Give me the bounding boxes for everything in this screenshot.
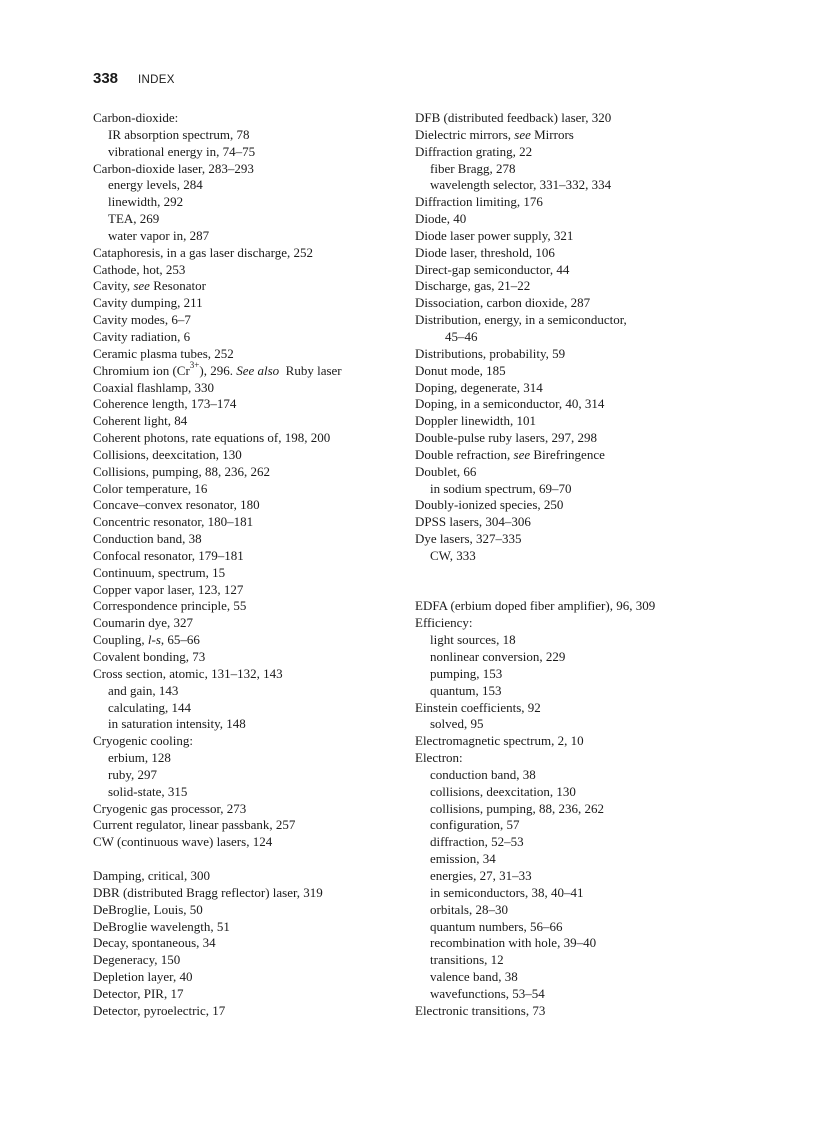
see-also-reference: See also — [236, 362, 280, 378]
entry-text: Dielectric mirrors, — [415, 126, 515, 142]
entry-text: ), 296. — [199, 362, 237, 378]
index-subentry: recombination with hole, 39–40 — [430, 935, 597, 951]
index-entry: EDFA (erbium doped fiber amplifier), 96, 309 — [415, 598, 656, 614]
index-subentry: solid-state, 315 — [108, 783, 188, 799]
index-entry: Doppler linewidth, 101 — [415, 413, 536, 429]
index-entry: Dye lasers, 327–335 — [415, 531, 522, 547]
index-subentry: vibrational energy in, 74–75 — [108, 143, 256, 159]
index-subentry: CW, 333 — [430, 547, 476, 563]
index-subentry: IR absorption spectrum, 78 — [108, 126, 250, 142]
index-entry: Cathode, hot, 253 — [93, 261, 186, 277]
index-entry: Doping, in a semiconductor, 40, 314 — [415, 396, 605, 412]
index-subentry: energy levels, 284 — [108, 177, 203, 193]
index-entry — [93, 632, 403, 649]
index-subentry: and gain, 143 — [108, 682, 179, 698]
index-subentry: in saturation intensity, 148 — [108, 716, 246, 732]
index-entry: Dissociation, carbon dioxide, 287 — [415, 295, 591, 311]
index-entry: Coherent light, 84 — [93, 413, 188, 429]
page-header — [93, 70, 175, 94]
index-entry: Cataphoresis, in a gas laser discharge, 252 — [93, 244, 313, 260]
index-entry: Electronic transitions, 73 — [415, 1002, 546, 1018]
index-entry: Einstein coefficients, 92 — [415, 699, 541, 715]
entry-text: Mirrors — [530, 126, 574, 142]
index-subentry: collisions, deexcitation, 130 — [430, 783, 576, 799]
index-column-left — [93, 110, 403, 1020]
index-subentry: linewidth, 292 — [108, 194, 184, 210]
index-entry: Direct-gap semiconductor, 44 — [415, 261, 570, 277]
index-subentry: wavelength selector, 331–332, 334 — [430, 177, 612, 193]
index-entry: Diode, 40 — [415, 211, 467, 227]
entry-text: , 65–66 — [160, 632, 200, 648]
entry-text: Resonator — [149, 278, 206, 294]
index-entry: Discharge, gas, 21–22 — [415, 278, 531, 294]
index-entry: Ceramic plasma tubes, 252 — [93, 345, 234, 361]
index-entry: Collisions, deexcitation, 130 — [93, 446, 242, 462]
index-entry: Collisions, pumping, 88, 236, 262 — [93, 463, 270, 479]
index-subentry: pumping, 153 — [430, 665, 503, 681]
index-entry: Depletion layer, 40 — [93, 969, 193, 985]
index-entry: Diffraction limiting, 176 — [415, 194, 543, 210]
index-entry: Coaxial flashlamp, 330 — [93, 379, 214, 395]
index-subentry: water vapor in, 287 — [108, 227, 210, 243]
index-subentry: TEA, 269 — [108, 211, 160, 227]
page-number: 338 — [93, 70, 119, 87]
index-entry: Covalent bonding, 73 — [93, 649, 206, 664]
index-entry: DBR (distributed Bragg reflector) laser, 319 — [93, 884, 323, 900]
index-subentry: calculating, 144 — [108, 699, 192, 715]
index-entry: Diffraction grating, 22 — [415, 143, 533, 159]
index-entry: DFB (distributed feedback) laser, 320 — [415, 110, 612, 125]
index-entry: Detector, pyroelectric, 17 — [93, 1002, 226, 1018]
index-entry: Coumarin dye, 327 — [93, 615, 194, 631]
index-subentry: in semiconductors, 38, 40–41 — [430, 884, 584, 900]
index-entry: Copper vapor laser, 123, 127 — [93, 581, 244, 597]
index-entry: DeBroglie wavelength, 51 — [93, 918, 230, 934]
index-entry: DeBroglie, Louis, 50 — [93, 901, 203, 917]
entry-text: Chromium ion (Cr — [93, 362, 190, 378]
index-entry: Carbon-dioxide laser, 283–293 — [93, 160, 254, 176]
index-entry: Diode laser, threshold, 106 — [415, 244, 555, 260]
index-subentry: wavefunctions, 53–54 — [430, 985, 545, 1001]
index-subentry: quantum, 153 — [430, 682, 502, 698]
index-subentry: diffraction, 52–53 — [430, 834, 524, 850]
index-subentry: fiber Bragg, 278 — [430, 160, 516, 176]
entry-text: Cavity, — [93, 278, 134, 294]
index-entry-continuation: 45–46 — [445, 328, 478, 344]
index-entry: Current regulator, linear passbank, 257 — [93, 817, 296, 833]
index-entry: Cavity modes, 6–7 — [93, 312, 191, 328]
index-subentry: quantum numbers, 56–66 — [430, 918, 563, 934]
index-subentry: energies, 27, 31–33 — [430, 867, 532, 883]
index-entry: Cavity radiation, 6 — [93, 328, 191, 344]
index-subentry: transitions, 12 — [430, 952, 504, 968]
index-entry: Cavity dumping, 211 — [93, 295, 203, 311]
index-subentry: erbium, 128 — [108, 750, 171, 766]
index-subentry: solved, 95 — [430, 716, 484, 732]
superscript: 3+ — [189, 360, 200, 371]
index-entry: Donut mode, 185 — [415, 362, 506, 378]
index-entry — [93, 360, 403, 380]
index-entry: DPSS lasers, 304–306 — [415, 514, 531, 530]
index-subentry: orbitals, 28–30 — [430, 901, 508, 917]
index-entry: Distribution, energy, in a semiconductor, — [415, 312, 627, 328]
index-entry: Concentric resonator, 180–181 — [93, 514, 254, 530]
index-entry: Cross section, atomic, 131–132, 143 — [93, 665, 283, 681]
index-entry: Cryogenic cooling: — [93, 733, 194, 749]
index-entry: Decay, spontaneous, 34 — [93, 935, 216, 951]
index-entry: Electron: — [415, 750, 463, 766]
index-entry: Concave–convex resonator, 180 — [93, 497, 260, 513]
letter-gap — [93, 851, 403, 868]
see-reference: see — [514, 126, 531, 142]
entry-text: Birefringence — [530, 446, 605, 462]
see-reference: see — [133, 278, 150, 294]
running-head: INDEX — [138, 74, 175, 86]
index-entry: Distributions, probability, 59 — [415, 345, 566, 361]
see-reference: see — [513, 446, 531, 462]
letter-gap — [415, 565, 735, 599]
entry-italic: l-s — [147, 632, 161, 648]
index-entry: Double-pulse ruby lasers, 297, 298 — [415, 430, 597, 446]
index-entry: Coherence length, 173–174 — [93, 396, 237, 412]
index-subentry: collisions, pumping, 88, 236, 262 — [430, 800, 605, 816]
index-entry: Doubly-ionized species, 250 — [415, 497, 564, 513]
index-subentry: configuration, 57 — [430, 817, 520, 833]
entry-text: Double refraction, — [415, 446, 514, 462]
index-entry: Diode laser power supply, 321 — [415, 227, 574, 243]
index-entry: Confocal resonator, 179–181 — [93, 547, 244, 563]
index-entry: Correspondence principle, 55 — [93, 598, 247, 614]
index-entry: Coherent photons, rate equations of, 198, 200 — [93, 430, 331, 446]
entry-text: Coupling, — [93, 632, 148, 648]
index-subentry: light sources, 18 — [430, 632, 516, 648]
index-entry: Degeneracy, 150 — [93, 952, 181, 968]
index-entry: Electromagnetic spectrum, 2, 10 — [415, 733, 584, 749]
index-subentry: conduction band, 38 — [430, 766, 536, 782]
entry-text: Ruby laser — [279, 362, 342, 378]
index-entry: Conduction band, 38 — [93, 531, 202, 547]
index-entry: Damping, critical, 300 — [93, 867, 210, 883]
index-entry: Doublet, 66 — [415, 463, 477, 479]
index-entry: CW (continuous wave) lasers, 124 — [93, 834, 273, 850]
index-subentry: emission, 34 — [430, 851, 496, 867]
index-entry: Cryogenic gas processor, 273 — [93, 800, 247, 816]
index-column-right — [415, 110, 735, 1020]
index-subentry: in sodium spectrum, 69–70 — [430, 480, 572, 496]
index-entry: Doping, degenerate, 314 — [415, 379, 543, 395]
index-entry — [93, 278, 403, 295]
index-subentry: ruby, 297 — [108, 766, 157, 782]
index-entry: Continuum, spectrum, 15 — [93, 564, 226, 580]
index-entry: Carbon-dioxide: — [93, 110, 179, 125]
index-entry: Color temperature, 16 — [93, 480, 208, 496]
index-entry: Detector, PIR, 17 — [93, 985, 184, 1001]
index-entry: Efficiency: — [415, 615, 473, 631]
index-subentry: valence band, 38 — [430, 969, 518, 985]
index-subentry: nonlinear conversion, 229 — [430, 649, 566, 664]
index-entry — [415, 127, 735, 144]
index-entry — [415, 447, 735, 464]
